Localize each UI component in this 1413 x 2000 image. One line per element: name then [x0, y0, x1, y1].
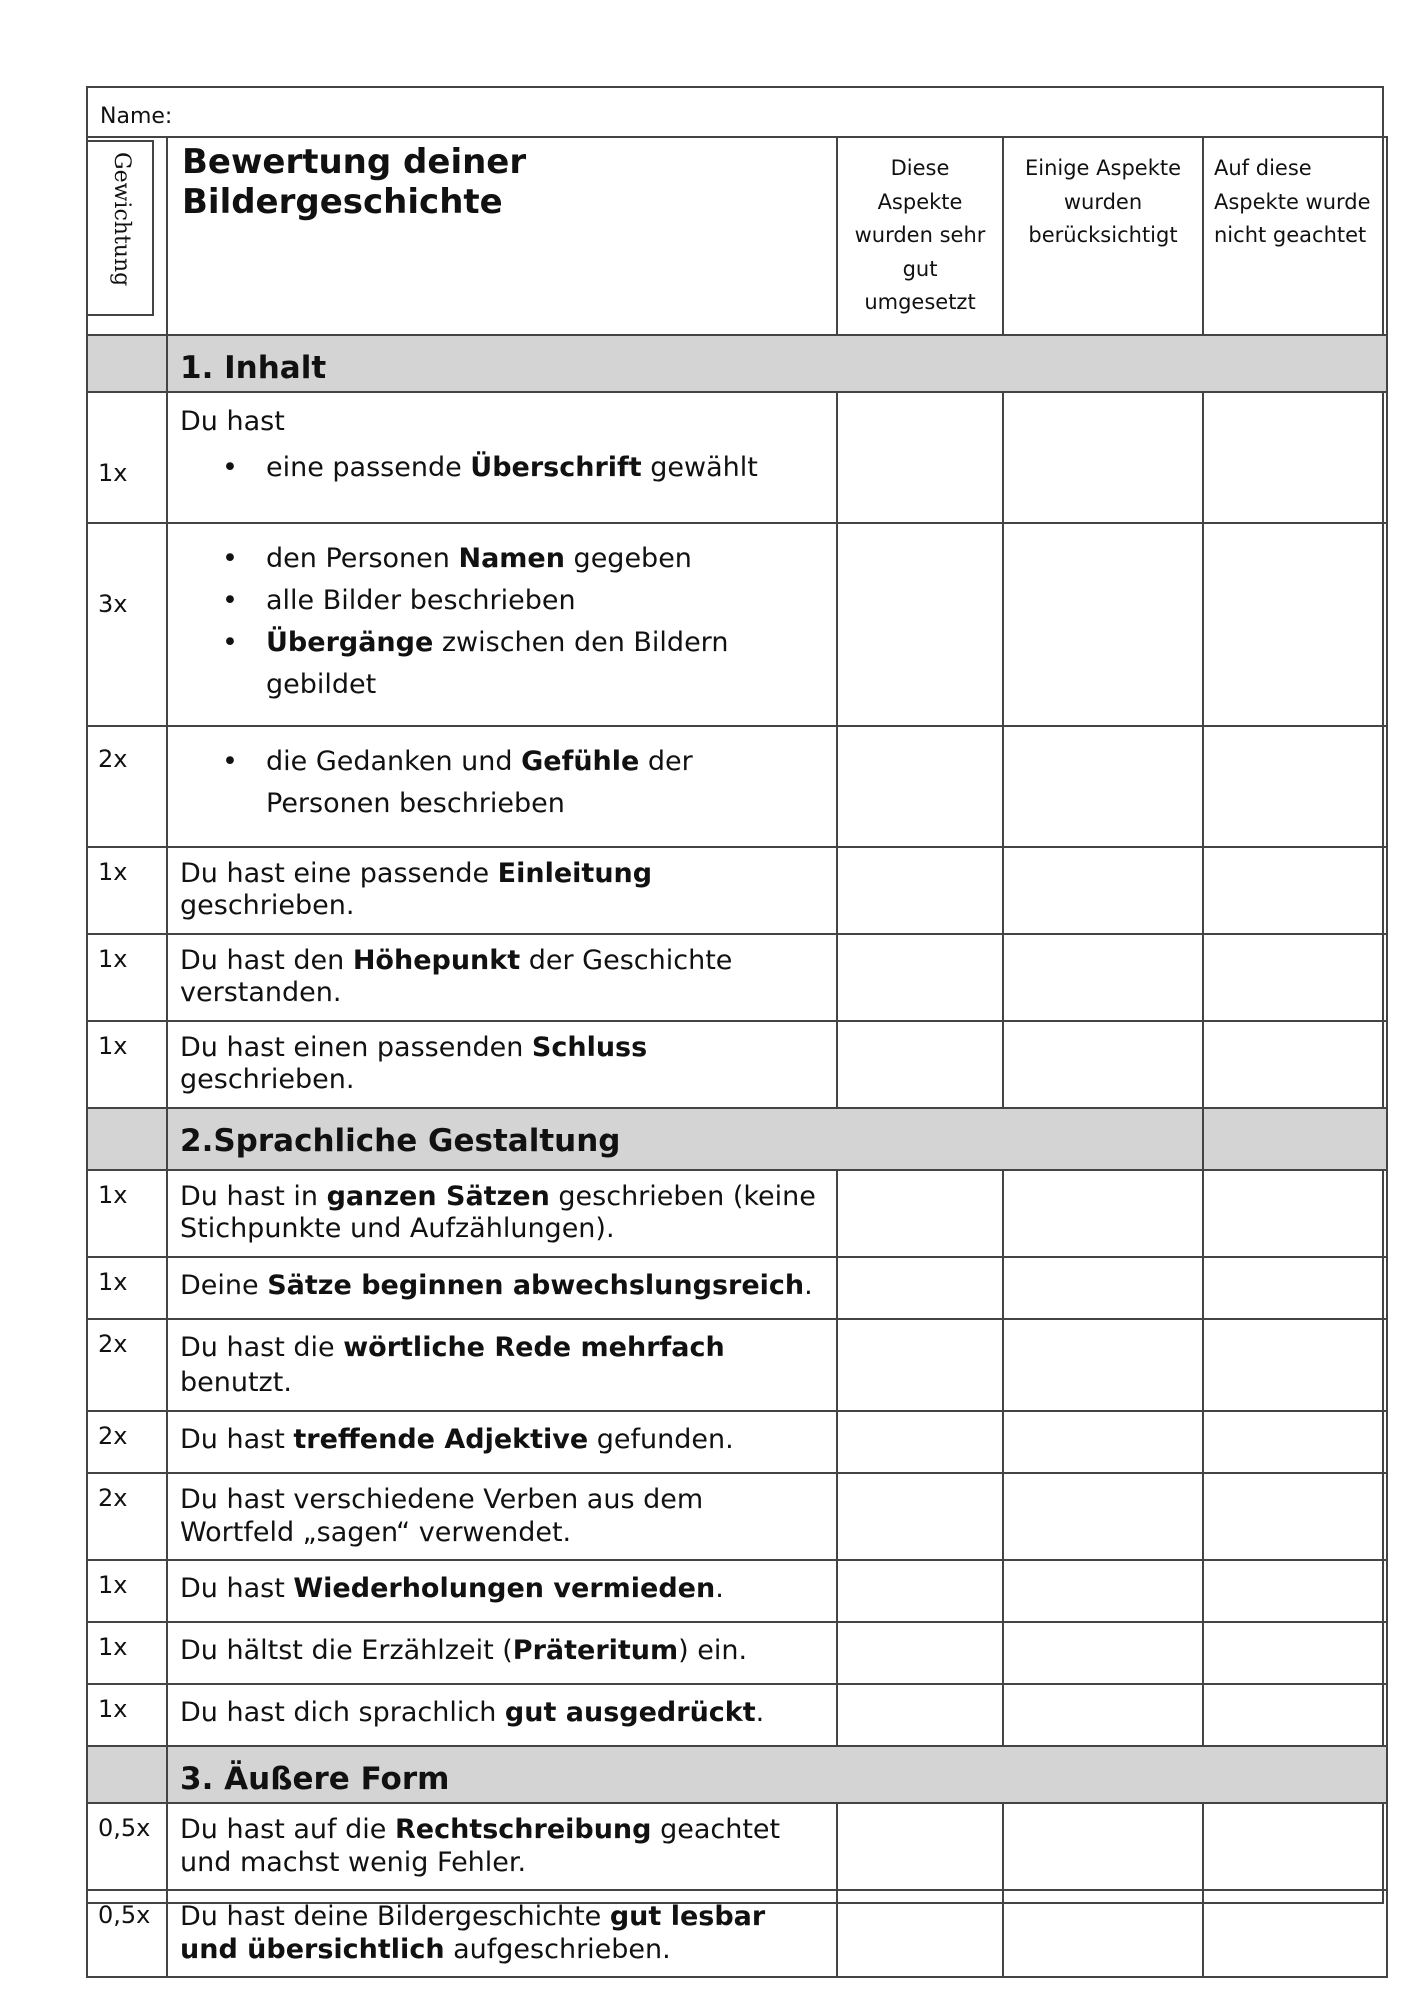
rating-cell-not-considered[interactable]: [1203, 1684, 1387, 1746]
rating-cell-partly[interactable]: [1003, 1411, 1203, 1473]
criterion-text: Du hast den Höhepunkt der Geschichte verstanden.: [167, 934, 837, 1021]
rating-cell-partly[interactable]: [1003, 1473, 1203, 1560]
table-row: [87, 1622, 1387, 1684]
table-row: [87, 1684, 1387, 1746]
criterion-list: [180, 447, 824, 489]
rating-cell-not-considered[interactable]: [1203, 934, 1387, 1021]
rating-cell-very-good[interactable]: [837, 523, 1003, 726]
rating-cell-very-good[interactable]: [837, 392, 1003, 523]
rating-cell-partly[interactable]: [1003, 392, 1203, 523]
rating-cell-not-considered[interactable]: [1203, 1021, 1387, 1108]
section-weight-cell: [87, 1746, 167, 1803]
weight-value: 2x: [87, 1319, 167, 1411]
section-title-content: 1. Inhalt: [167, 335, 1387, 392]
rating-cell-not-considered[interactable]: [1203, 847, 1387, 934]
list-item: • alle Bilder beschrieben: [222, 580, 824, 622]
criterion-text: Du hast Wiederholungen vermieden.: [167, 1560, 837, 1622]
criterion-intro: Du hast: [180, 405, 285, 437]
table-row: [87, 1021, 1387, 1108]
weight-value: 2x: [87, 1473, 167, 1560]
section-weight-cell: [87, 1108, 167, 1170]
rating-table: [86, 136, 1388, 1978]
criterion-text: Du hast in ganzen Sätzen geschrieben (keine Stichpunkte und Aufzählungen).: [167, 1170, 837, 1257]
criterion-text: [167, 392, 837, 523]
section-row: [87, 1746, 1387, 1803]
weight-value: 1x: [87, 1257, 167, 1319]
weight-value: 3x: [87, 523, 167, 726]
table-row: [87, 523, 1387, 726]
column-header-partly: Einige Aspekte wurden berücksichtigt: [1003, 137, 1203, 335]
rating-cell-very-good[interactable]: [837, 1560, 1003, 1622]
rating-cell-not-considered[interactable]: [1203, 1257, 1387, 1319]
rating-cell-not-considered[interactable]: [1203, 1890, 1387, 1977]
weight-value: 1x: [87, 847, 167, 934]
rating-cell-very-good[interactable]: [837, 1890, 1003, 1977]
rating-cell-not-considered[interactable]: [1203, 1473, 1387, 1560]
table-row: [87, 1473, 1387, 1560]
table-row: [87, 1411, 1387, 1473]
weight-value: 1x: [87, 1170, 167, 1257]
weight-header-box: [86, 140, 154, 316]
weight-value: 0,5x: [87, 1803, 167, 1890]
rating-cell-partly[interactable]: [1003, 1257, 1203, 1319]
rating-cell-very-good[interactable]: [837, 1411, 1003, 1473]
table-row: [87, 934, 1387, 1021]
rating-cell-partly[interactable]: [1003, 934, 1203, 1021]
rating-cell-partly[interactable]: [1003, 1622, 1203, 1684]
rating-cell-not-considered[interactable]: [1203, 1622, 1387, 1684]
criterion-text: Du hast deine Bildergeschichte gut lesbar und übersichtlich aufgeschrieben.: [167, 1890, 837, 1977]
rating-cell-very-good[interactable]: [837, 1257, 1003, 1319]
name-label: Name:: [100, 104, 173, 129]
rating-cell-very-good[interactable]: [837, 1684, 1003, 1746]
weight-value: 1x: [87, 934, 167, 1021]
rating-cell-very-good[interactable]: [837, 1319, 1003, 1411]
rating-cell-very-good[interactable]: [837, 1803, 1003, 1890]
rating-cell-not-considered[interactable]: [1203, 1170, 1387, 1257]
criterion-text: [167, 726, 837, 847]
criterion-text: Du hast eine passende Einleitung geschrieben.: [167, 847, 837, 934]
rating-cell-not-considered[interactable]: [1203, 1411, 1387, 1473]
table-row: [87, 1890, 1387, 1977]
criterion-text: Du hast treffende Adjektive gefunden.: [167, 1411, 837, 1473]
criterion-list: [180, 741, 824, 825]
page-title: Bewertung deiner Bildergeschichte: [167, 137, 837, 335]
header-row: [87, 137, 1387, 335]
weight-header-cell: [87, 137, 167, 335]
section-title-content: 3. Äußere Form: [167, 1746, 1387, 1803]
criterion-text: Du hast dich sprachlich gut ausgedrückt.: [167, 1684, 837, 1746]
rating-cell-very-good[interactable]: [837, 1021, 1003, 1108]
rating-cell-partly[interactable]: [1003, 1319, 1203, 1411]
table-row: [87, 1319, 1387, 1411]
rating-cell-partly[interactable]: [1003, 847, 1203, 934]
criterion-text: [167, 523, 837, 726]
weight-value: 1x: [87, 1622, 167, 1684]
criterion-text: Deine Sätze beginnen abwechslungsreich.: [167, 1257, 837, 1319]
weight-value: 0,5x: [87, 1890, 167, 1977]
rating-cell-partly[interactable]: [1003, 523, 1203, 726]
rating-cell-not-considered[interactable]: [1203, 1319, 1387, 1411]
criterion-text: Du hast einen passenden Schluss geschrieben.: [167, 1021, 837, 1108]
rating-cell-partly[interactable]: [1003, 726, 1203, 847]
table-row: [87, 1560, 1387, 1622]
criterion-text: Du hast verschiedene Verben aus dem Wortfeld „sagen“ verwendet.: [167, 1473, 837, 1560]
rating-cell-not-considered[interactable]: [1203, 726, 1387, 847]
list-item: • eine passende Überschrift gewählt: [222, 447, 824, 489]
criterion-text: Du hast auf die Rechtschreibung geachtet und machst wenig Fehler.: [167, 1803, 837, 1890]
section-title-content: 2.Sprachliche Gestaltung: [167, 1108, 1203, 1170]
rating-cell-partly[interactable]: [1003, 1890, 1203, 1977]
rating-cell-partly[interactable]: [1003, 1021, 1203, 1108]
list-item: • den Personen Namen gegeben: [222, 538, 824, 580]
rating-cell-partly[interactable]: [1003, 1684, 1203, 1746]
section-empty-cell: [1203, 1108, 1387, 1170]
rating-cell-very-good[interactable]: [837, 726, 1003, 847]
table-row: [87, 726, 1387, 847]
weight-value: 2x: [87, 726, 167, 847]
column-header-not-considered: Auf diese Aspekte wurde nicht geachtet: [1203, 137, 1387, 335]
weight-header: Gewichtung: [109, 152, 134, 287]
rating-cell-partly[interactable]: [1003, 1803, 1203, 1890]
rating-cell-very-good[interactable]: [837, 934, 1003, 1021]
rating-cell-very-good[interactable]: [837, 1622, 1003, 1684]
rating-sheet: [86, 86, 1384, 1965]
rating-cell-partly[interactable]: [1003, 1560, 1203, 1622]
table-row: [87, 1803, 1387, 1890]
criterion-list: [180, 538, 824, 705]
section-row: [87, 335, 1387, 392]
criterion-text: Du hältst die Erzählzeit (Präteritum) ein.: [167, 1622, 837, 1684]
rating-cell-very-good[interactable]: [837, 1473, 1003, 1560]
column-header-very-good: Diese Aspekte wurden sehr gut umgesetzt: [837, 137, 1003, 335]
name-field[interactable]: [88, 88, 1382, 138]
weight-value: 1x: [87, 1684, 167, 1746]
rating-cell-very-good[interactable]: [837, 847, 1003, 934]
weight-value: 2x: [87, 1411, 167, 1473]
rating-cell-not-considered[interactable]: [1203, 392, 1387, 523]
weight-value: 1x: [87, 1021, 167, 1108]
table-row: [87, 1257, 1387, 1319]
list-item: • die Gedanken und Gefühle der Personen beschrieben: [222, 741, 824, 825]
rating-cell-very-good[interactable]: [837, 1170, 1003, 1257]
rating-cell-not-considered[interactable]: [1203, 523, 1387, 726]
rating-cell-not-considered[interactable]: [1203, 1560, 1387, 1622]
rating-cell-partly[interactable]: [1003, 1170, 1203, 1257]
table-row: [87, 847, 1387, 934]
table-row: [87, 1170, 1387, 1257]
section-row: [87, 1108, 1387, 1170]
list-item: • Übergänge zwischen den Bildern gebildet: [222, 622, 824, 706]
weight-value: 1x: [87, 1560, 167, 1622]
weight-value: 1x: [87, 392, 167, 523]
rating-cell-not-considered[interactable]: [1203, 1803, 1387, 1890]
section-weight-cell: [87, 335, 167, 392]
table-row: [87, 392, 1387, 523]
criterion-text: Du hast die wörtliche Rede mehrfach benutzt.: [167, 1319, 837, 1411]
